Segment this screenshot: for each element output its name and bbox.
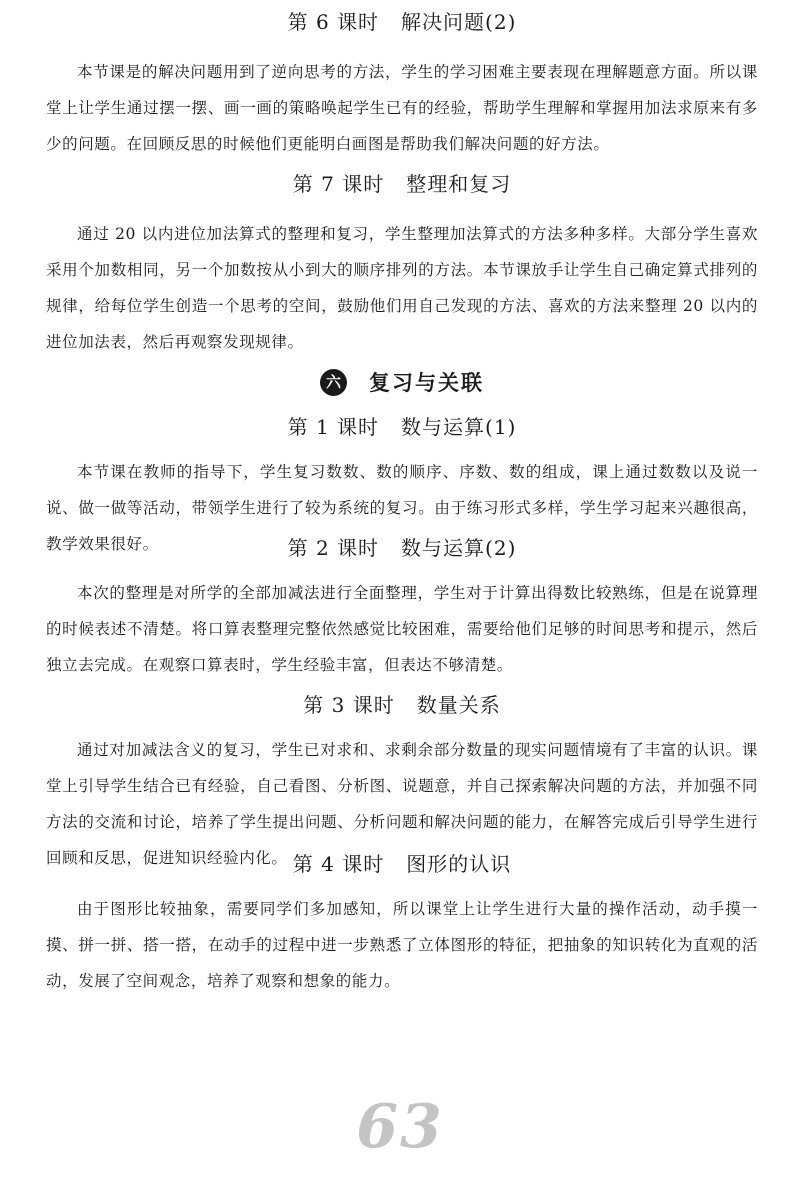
- lesson-title: [46, 534, 758, 562]
- lesson-topic: 数与运算(2): [401, 536, 517, 560]
- section-lesson-7: [46, 170, 758, 360]
- page-number: 63: [356, 1092, 444, 1162]
- lesson-topic: 数量关系: [416, 693, 501, 717]
- lesson-number: 第 3 课时: [303, 693, 395, 717]
- lesson-paragraph: 通过 20 以内进位加法算式的整理和复习，学生整理加法算式的方法多种多样。大部分学生喜欢采用个加数相同，另一个加数按从小到大的顺序排列的方法。本节课放手让学生自己确定算式排列的规律，给每位学生创造一个思考的空间，鼓励他们用自己发现的方法、喜欢的方法来整理 20 以内的进位加法表，然后再观察发现规律。: [46, 225, 758, 351]
- section-chapter-lesson-3: [46, 691, 758, 876]
- chapter-title: 复习与关联: [369, 371, 484, 395]
- lesson-number: 第 2 课时: [287, 536, 380, 560]
- lesson-number: 第 7 课时: [292, 172, 385, 196]
- lesson-title: [46, 8, 758, 36]
- lesson-number: 第 1 课时: [287, 415, 380, 439]
- section-chapter-lesson-2: [46, 534, 758, 683]
- lesson-paragraph: 通过对加减法含义的复习，学生已对求和、求剩余部分数量的现实问题情境有了丰富的认识。课堂上引导学生结合已有经验，自己看图、分析图、说题意，并自己探索解决问题的方法，并加强不同方法的交流和讨论，培养了学生提出问题、分析问题和解决问题的能力，在解答完成后引导学生进行回顾和反思，促进知识经验内化。: [46, 741, 758, 867]
- lesson-topic: 图形的认识: [406, 852, 512, 876]
- lesson-title: [46, 691, 758, 719]
- lesson-topic: 整理和复习: [406, 172, 512, 196]
- lesson-title: [46, 413, 758, 441]
- section-lesson-6: [46, 8, 758, 162]
- lesson-paragraph: 本次的整理是对所学的全部加减法进行全面整理，学生对于计算出得数比较熟练，但是在说算理的时候表述不清楚。将口算表整理完整依然感觉比较困难，需要给他们足够的时间思考和提示，然后独立去完成。在观察口算表时，学生经验丰富，但表达不够清楚。: [46, 584, 758, 674]
- lesson-number: 第 6 课时: [287, 10, 380, 34]
- lesson-title: [46, 170, 758, 198]
- lesson-paragraph: 本节课在教师的指导下，学生复习数数、数的顺序、序数、数的组成，课上通过数数以及说一说、做一做等活动，带领学生进行了较为系统的复习。由于练习形式多样，学生学习起来兴趣很高，教学效果很好。: [46, 463, 758, 553]
- lesson-topic: 数与运算(1): [401, 415, 517, 439]
- section-chapter-lesson-4: [46, 850, 758, 999]
- lesson-paragraph: 由于图形比较抽象，需要同学们多加感知，所以课堂上让学生进行大量的操作活动，动手摸一摸、拼一拼、搭一搭，在动手的过程中进一步熟悉了立体图形的特征，把抽象的知识转化为直观的活动，发展了空间观念，培养了观察和想象的能力。: [46, 900, 758, 990]
- chapter-heading: [46, 364, 758, 402]
- chapter-number-badge: 六: [320, 369, 347, 396]
- chapter-title-row: [46, 364, 758, 402]
- lesson-paragraph: 本节课是的解决问题用到了逆向思考的方法，学生的学习困难主要表现在理解题意方面。所以课堂上让学生通过摆一摆、画一画的策略唤起学生已有的经验，帮助学生理解和掌握用加法求原来有多少的问题。在回顾反思的时候他们更能明白画图是帮助我们解决问题的好方法。: [46, 63, 758, 153]
- lesson-number: 第 4 课时: [292, 852, 385, 876]
- lesson-title: [46, 850, 758, 878]
- lesson-topic: 解决问题(2): [401, 10, 517, 34]
